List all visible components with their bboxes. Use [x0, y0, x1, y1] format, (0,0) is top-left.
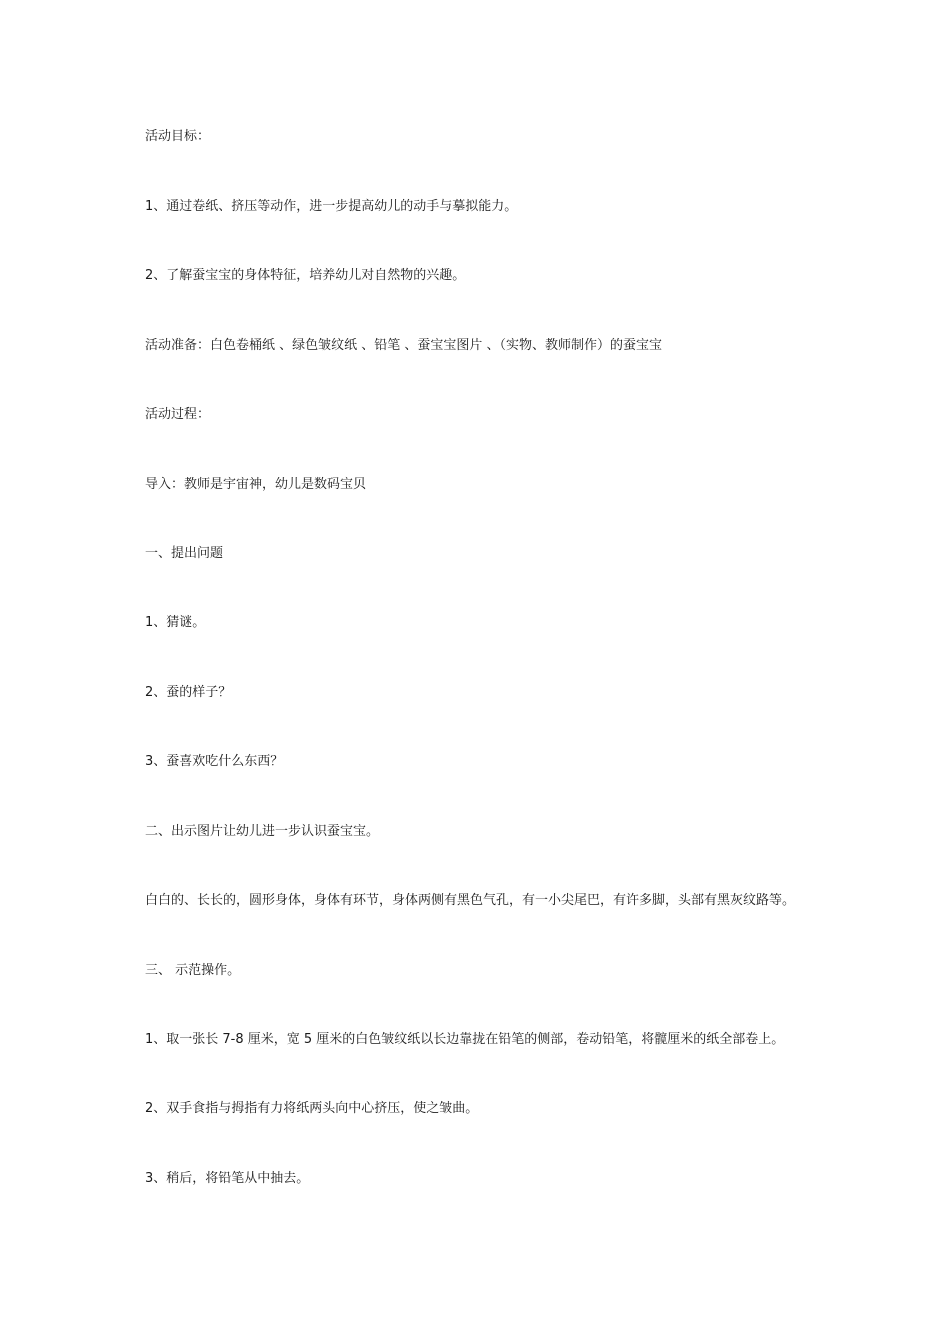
section-heading-pictures: 二、出示图片让幼儿进一步认识蚕宝宝。 — [145, 824, 380, 839]
goal-item-2: 2、了解蚕宝宝的身体特征，培养幼儿对自然物的兴趣。 — [145, 268, 466, 283]
silkworm-description: 白白的、长长的，圆形身体，身体有环节，身体两侧有黑色气孔，有一小尖尾巴，有许多脚，头部有黑灰纹路等。 — [145, 893, 796, 908]
introduction-paragraph: 导入：教师是宇宙神，幼儿是数码宝贝 — [145, 477, 367, 492]
goal-item-1: 1、通过卷纸、挤压等动作，进一步提高幼儿的动手与摹拟能力。 — [145, 199, 518, 214]
step-item-2: 2、双手食指与拇指有力将纸两头向中心挤压，使之皱曲。 — [145, 1101, 479, 1116]
heading-activity-goals: 活动目标： — [145, 129, 211, 144]
section-heading-questions: 一、提出问题 — [145, 546, 224, 561]
step-item-3: 3、稍后，将铅笔从中抽去。 — [145, 1171, 310, 1186]
question-item-3: 3、蚕喜欢吃什么东西？ — [145, 754, 284, 769]
section-heading-demonstration: 三、 示范操作。 — [145, 963, 241, 978]
activity-preparation: 活动准备：白色卷桶纸 、绿色皱纹纸 、铅笔 、蚕宝宝图片 、（实物、教师制作）的蚕宝宝 — [145, 338, 663, 353]
step-item-1: 1、取一张长 7-8 厘米，宽 5 厘米的白色皱纹纸以长边靠拢在铅笔的侧部，卷动铅笔，将髋厘米的纸全部卷上。 — [145, 1032, 785, 1047]
question-item-2: 2、蚕的样子？ — [145, 685, 232, 700]
heading-activity-process: 活动过程： — [145, 407, 211, 422]
question-item-1: 1、猜谜。 — [145, 615, 206, 630]
